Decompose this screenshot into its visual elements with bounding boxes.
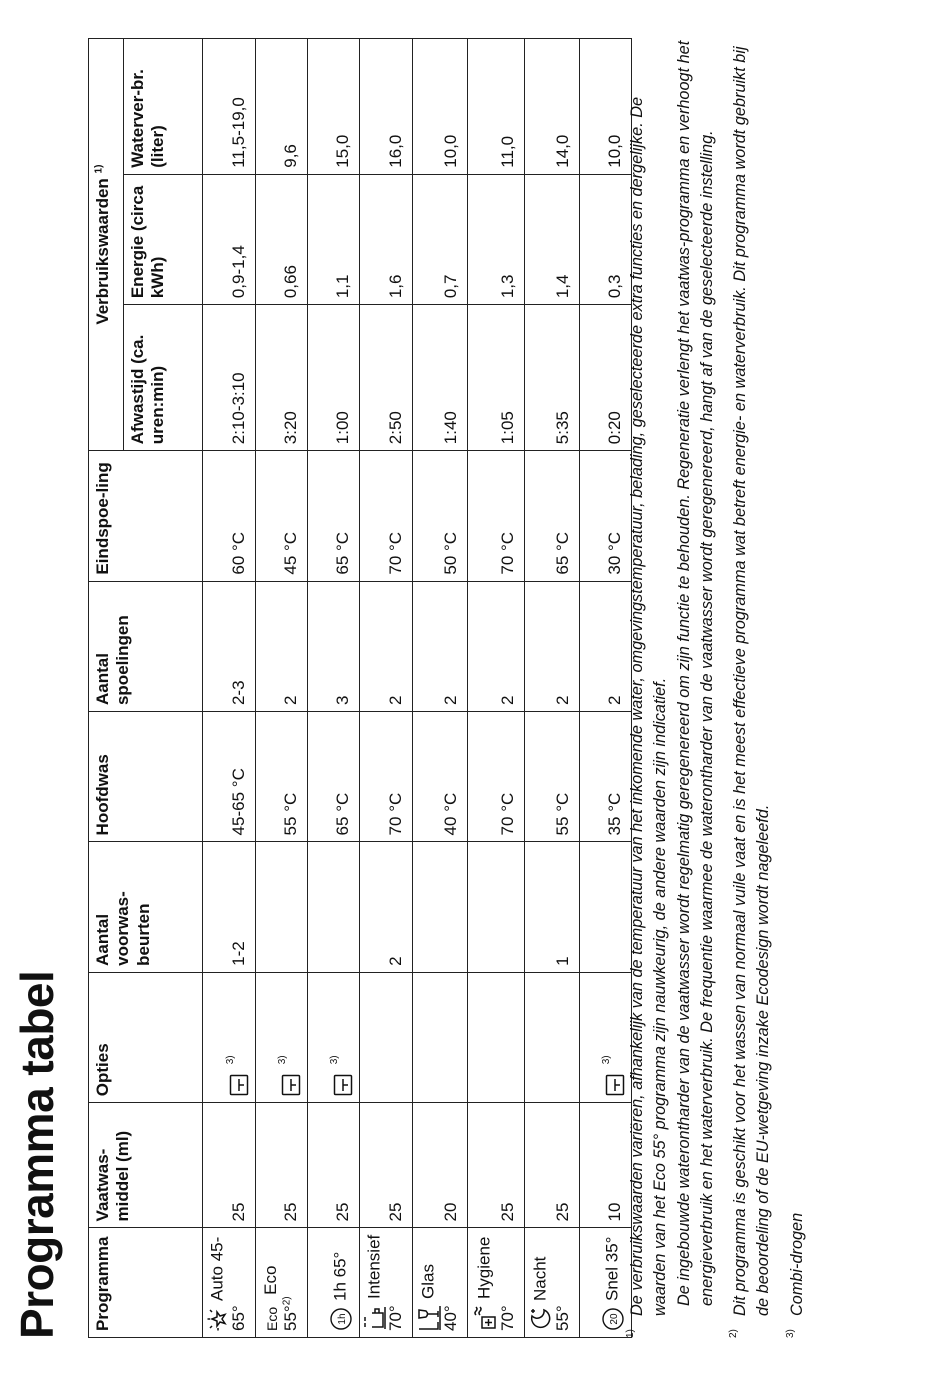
cell-water: 10,0 [413, 39, 468, 175]
cell-afwastijd: 1:40 [413, 305, 468, 451]
header-afwastijd: Afwastijd (ca. uren:min) [124, 305, 203, 451]
quick-icon [601, 1307, 625, 1331]
cell-vaatwasmiddel: 25 [256, 1103, 308, 1228]
cell-voorwas: 2 [360, 842, 413, 972]
cell-voorwas [256, 842, 308, 972]
cell-programma [525, 1228, 580, 1338]
cell-spoelingen: 2 [256, 581, 308, 711]
program-footnote-ref: 2) [281, 1296, 293, 1306]
table-row [203, 39, 256, 1338]
footnote-2-text: Dit programma is geschikt voor het wassen van normaal vuile vaat en is het meest effectieve programma wat betreft energie- en waterverbruik. Dit programma wordt gebruikt bij de beoordeling of de EU-wetgeving inzake Ecodesign wordt nageleefd. [731, 46, 773, 1316]
option-footnote-ref: 3) [601, 1055, 613, 1065]
cell-eindspoeling: 65 °C [525, 451, 580, 581]
cell-vaatwasmiddel: 25 [360, 1103, 413, 1228]
table-row [256, 39, 308, 1338]
cell-hoofdwas: 70 °C [468, 712, 525, 842]
cell-water: 16,0 [360, 39, 413, 175]
cell-eindspoeling: 45 °C [256, 451, 308, 581]
cell-eindspoeling: 65 °C [308, 451, 360, 581]
combi-dry-icon [281, 1074, 301, 1096]
cell-water: 11,5-19,0 [203, 39, 256, 175]
footnote-3-number: 3) [784, 1329, 796, 1338]
table-row [525, 39, 580, 1338]
header-voorwas: Aantal voorwas-beurten [89, 842, 203, 972]
cell-programma [468, 1228, 525, 1338]
glass-icon [417, 1305, 441, 1331]
cell-voorwas [468, 842, 525, 972]
cell-water: 10,0 [580, 39, 632, 175]
program-name: Eco 55° [261, 1265, 300, 1331]
cell-energie: 1,1 [308, 174, 360, 304]
option-footnote-ref: 3) [329, 1055, 341, 1065]
cell-programma [203, 1228, 256, 1338]
footnotes [626, 38, 809, 1338]
program-name: Nacht 55° [530, 1256, 572, 1331]
cell-vaatwasmiddel: 25 [468, 1103, 525, 1228]
header-vaatwasmiddel: Vaatwas-middel (ml) [89, 1103, 203, 1228]
cell-spoelingen: 2 [580, 581, 632, 711]
header-spoelingen: Aantal spoelingen [89, 581, 203, 711]
cell-vaatwasmiddel: 25 [308, 1103, 360, 1228]
1h-icon-label: 1h [337, 1313, 348, 1325]
verbruik-label: Verbruikswaarden [93, 178, 112, 325]
header-water: Waterver-br. (liter) [124, 39, 203, 175]
cell-hoofdwas: 45-65 °C [203, 712, 256, 842]
cell-spoelingen: 2 [525, 581, 580, 711]
header-verbruikswaarden [89, 39, 124, 451]
cell-water: 9,6 [256, 39, 308, 175]
cell-opties [203, 972, 256, 1102]
hygiene-icon [472, 1305, 498, 1331]
cell-spoelingen: 3 [308, 581, 360, 711]
program-name: Hygiene 70° [474, 1236, 517, 1331]
cell-hoofdwas: 55 °C [256, 712, 308, 842]
footnote-2-number: 2) [728, 1329, 740, 1338]
cell-eindspoeling: 70 °C [360, 451, 413, 581]
program-table [88, 38, 632, 1338]
cell-voorwas: 1-2 [203, 842, 256, 972]
footnote-2 [729, 38, 776, 1338]
1h-icon [329, 1307, 353, 1331]
program-name: Intensief 70° [364, 1234, 405, 1331]
table-row [308, 39, 360, 1338]
combi-dry-icon [229, 1074, 249, 1096]
cell-programma [413, 1228, 468, 1338]
cell-hoofdwas: 65 °C [308, 712, 360, 842]
cell-eindspoeling: 70 °C [468, 451, 525, 581]
cell-energie: 0,66 [256, 174, 308, 304]
quick-icon-label: 20 [609, 1313, 620, 1325]
footnote-3-text: Combi-drogen [787, 1212, 806, 1316]
cell-opties [468, 972, 525, 1102]
header-hoofdwas: Hoofdwas [89, 712, 203, 842]
table-row [360, 39, 413, 1338]
night-icon [529, 1307, 553, 1331]
cell-opties [256, 972, 308, 1102]
cell-afwastijd: 1:05 [468, 305, 525, 451]
cell-water: 11,0 [468, 39, 525, 175]
combi-dry-icon [605, 1074, 625, 1096]
option-footnote-ref: 3) [277, 1055, 289, 1065]
cell-eindspoeling: 50 °C [413, 451, 468, 581]
cell-voorwas: 1 [525, 842, 580, 972]
cell-opties [360, 972, 413, 1102]
cell-water: 14,0 [525, 39, 580, 175]
cell-water: 15,0 [308, 39, 360, 175]
cell-energie: 1,3 [468, 174, 525, 304]
cell-hoofdwas: 35 °C [580, 712, 632, 842]
cell-energie: 0,9-1,4 [203, 174, 256, 304]
cell-energie: 1,4 [525, 174, 580, 304]
combi-dry-icon [333, 1074, 353, 1096]
page-title: Programma tabel [11, 970, 63, 1339]
program-name: Glas 40° [418, 1264, 460, 1331]
auto-icon [207, 1307, 229, 1331]
cell-voorwas [580, 842, 632, 972]
verbruik-footnote-ref: 1) [93, 164, 105, 174]
cell-hoofdwas: 55 °C [525, 712, 580, 842]
cell-eindspoeling: 30 °C [580, 451, 632, 581]
program-name: 1h 65° [330, 1251, 350, 1301]
cell-programma [360, 1228, 413, 1338]
table-body [203, 39, 632, 1338]
table-row [468, 39, 525, 1338]
cell-energie: 0,7 [413, 174, 468, 304]
intensive-icon [364, 1305, 386, 1331]
cell-vaatwasmiddel: 10 [580, 1103, 632, 1228]
cell-afwastijd: 2:50 [360, 305, 413, 451]
cell-hoofdwas: 70 °C [360, 712, 413, 842]
cell-spoelingen: 2 [413, 581, 468, 711]
cell-spoelingen: 2 [360, 581, 413, 711]
table-row [413, 39, 468, 1338]
cell-opties [580, 972, 632, 1102]
cell-voorwas [413, 842, 468, 972]
cell-voorwas [308, 842, 360, 972]
header-opties: Opties [89, 972, 203, 1102]
cell-opties [308, 972, 360, 1102]
cell-vaatwasmiddel: 25 [525, 1103, 580, 1228]
cell-opties [413, 972, 468, 1102]
cell-hoofdwas: 40 °C [413, 712, 468, 842]
eco-icon: Eco [263, 1306, 280, 1331]
cell-energie: 1,6 [360, 174, 413, 304]
cell-opties [525, 972, 580, 1102]
header-energie: Energie (circa kWh) [124, 174, 203, 304]
footnote-1-text-b: De ingebouwde waterontharder van de vaatwasser wordt regelmatig geregenereerd om zijn functie te behouden. Regeneratie verlengt het vaatwas-programma en verhoogt het energieverbruik en het waterverbruik. De frequentie waarmee de waterontharder van de vaatwasser wordt geregenereerd, hangt af van de geselecteerde instelling. [674, 40, 716, 1306]
cell-afwastijd: 2:10-3:10 [203, 305, 256, 451]
cell-programma [580, 1228, 632, 1338]
header-programma: Programma [89, 1228, 203, 1338]
cell-energie: 0,3 [580, 174, 632, 304]
cell-afwastijd: 5:35 [525, 305, 580, 451]
footnote-1-text-a: De verbruikswaarden variëren, afhankelijk van de temperatuur van het inkomende water, omgevingstemperatuur, belading, geselecteerde extra functies en dergelijke. De waarden van het Eco 55° programma zijn nauwkeurig, de andere waarden zijn indicatief. [628, 96, 670, 1316]
footnote-3 [786, 38, 809, 1338]
cell-spoelingen: 2 [468, 581, 525, 711]
cell-afwastijd: 3:20 [256, 305, 308, 451]
cell-eindspoeling: 60 °C [203, 451, 256, 581]
cell-programma [256, 1228, 308, 1338]
cell-spoelingen: 2-3 [203, 581, 256, 711]
program-name: Auto 45-65° [207, 1236, 248, 1331]
footnote-1-number: 1) [625, 1329, 636, 1338]
table-row [580, 39, 632, 1338]
footnote-1 [626, 38, 719, 1338]
cell-afwastijd: 1:00 [308, 305, 360, 451]
program-name: Snel 35° [602, 1236, 622, 1301]
option-footnote-ref: 3) [225, 1055, 237, 1065]
cell-vaatwasmiddel: 25 [203, 1103, 256, 1228]
cell-vaatwasmiddel: 20 [413, 1103, 468, 1228]
cell-programma [308, 1228, 360, 1338]
header-eindspoeling: Eindspoe-ling [89, 451, 203, 581]
cell-afwastijd: 0:20 [580, 305, 632, 451]
